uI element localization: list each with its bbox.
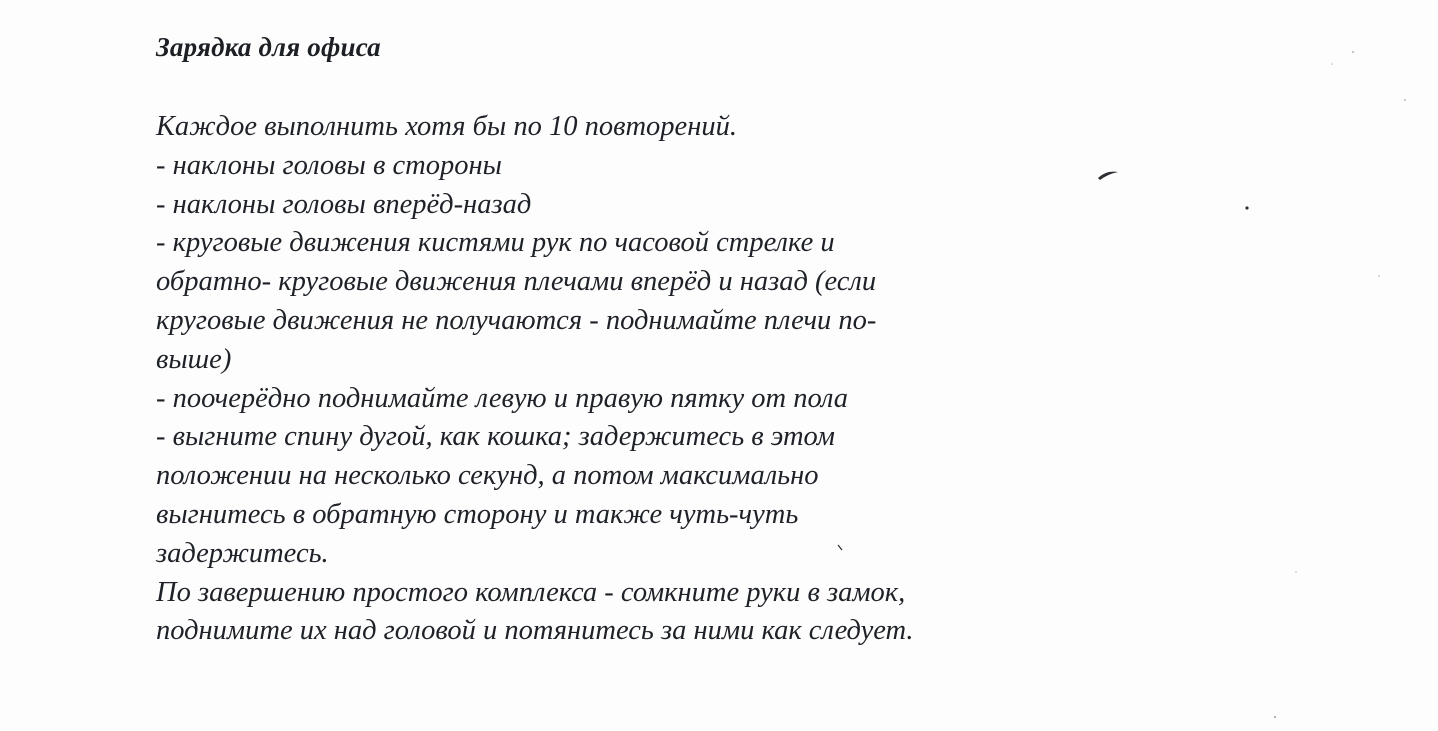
body-line: задержитесь. [156, 537, 329, 569]
speck-dot [1245, 206, 1248, 209]
body-line: поднимите их над головой и потянитесь за ними как следует. [156, 615, 914, 647]
speck-dot [1331, 63, 1333, 65]
body-line: круговые движения не получаются - поднимайте плечи по- [156, 304, 877, 336]
speck-dot [1274, 716, 1276, 718]
body-line: Каждое выполнить хотя бы по 10 повторений. [156, 111, 737, 142]
body-line: положении на несколько секунд, а потом максимально [156, 460, 819, 492]
body-line: выше) [156, 343, 232, 375]
body-line: - наклоны головы вперёд-назад [156, 188, 532, 220]
body-line: обратно- круговые движения плечами вперёд и назад (если [156, 266, 877, 298]
speck-dot [1378, 275, 1380, 277]
document-body [156, 108, 1056, 651]
body-line: выгнитесь в обратную сторону и также чуть-чуть [156, 498, 799, 530]
speck-dot [1352, 51, 1354, 53]
body-line: - круговые движения кистями рук по часовой стрелке и [156, 227, 835, 259]
speck-dot [1295, 571, 1297, 573]
body-line: - поочерёдно поднимайте левую и правую пятку от пола [156, 382, 849, 414]
ink-smudge [1098, 172, 1118, 180]
body-line: - выгните спину дугой, как кошка; задержитесь в этом [156, 421, 835, 453]
speck-dot [1404, 99, 1406, 101]
document-title: Зарядка для офиса [156, 32, 381, 62]
body-line: По завершению простого комплекса - сомкните руки в замок, [156, 576, 906, 608]
body-line: - наклоны головы в стороны [156, 149, 502, 181]
